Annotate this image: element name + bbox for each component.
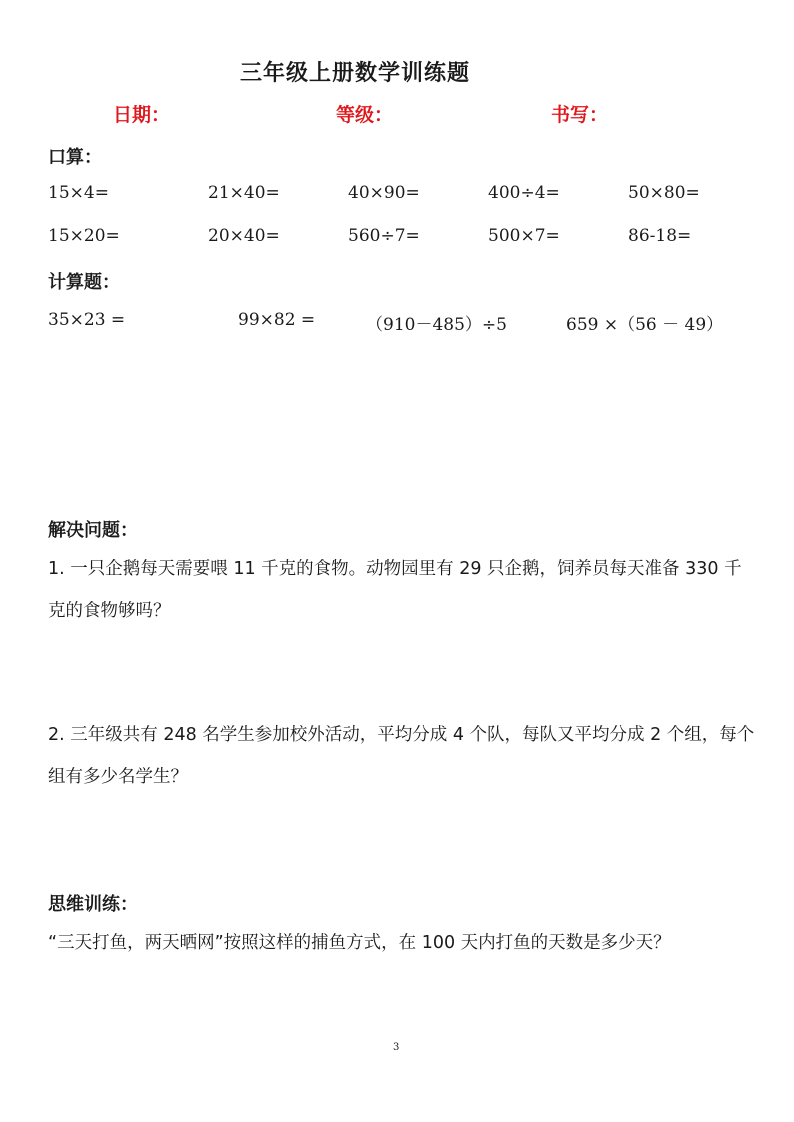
calc-item: 99×82 = <box>238 310 316 330</box>
oral-item: 20×40= <box>208 226 280 246</box>
oral-item: 500×7= <box>488 226 560 246</box>
oral-heading: 口算： <box>48 147 102 168</box>
calc-item: 659 ×（56 － 49） <box>566 315 724 335</box>
oral-item: 400÷4= <box>488 183 560 203</box>
oral-item: 50×80= <box>628 183 700 203</box>
calc-item: （910－485）÷5 <box>366 315 507 335</box>
problem-2: 2. 三年级共有 248 名学生参加校外活动，平均分成 4 个队，每队又平均分成 2 个组，每个组有多少名学生？ <box>48 725 755 787</box>
problem-1: 1. 一只企鹅每天需要喂 11 千克的食物。动物园里有 29 只企鹅，饲养员每天准备 330 千克的食物够吗？ <box>48 559 742 621</box>
thinking-heading: 思维训练： <box>48 894 138 915</box>
thinking-question: “三天打鱼，两天晒网”按照这样的捕鱼方式，在 100 天内打鱼的天数是多少天？ <box>48 933 671 953</box>
oral-item: 40×90= <box>348 183 420 203</box>
calc-heading: 计算题： <box>48 272 120 293</box>
date-label: 日期： <box>113 104 171 126</box>
oral-item: 15×20= <box>48 226 120 246</box>
oral-item: 15×4= <box>48 183 109 203</box>
page-title: 三年级上册数学训练题 <box>240 61 471 86</box>
oral-item: 21×40= <box>208 183 280 203</box>
grade-label: 等级： <box>336 104 394 126</box>
problems-heading: 解决问题： <box>48 520 138 541</box>
oral-item: 86-18= <box>628 226 692 246</box>
page-number: 3 <box>393 1042 400 1053</box>
oral-item: 560÷7= <box>348 226 420 246</box>
calc-item: 35×23 = <box>48 310 126 330</box>
writing-label: 书写： <box>551 104 609 126</box>
